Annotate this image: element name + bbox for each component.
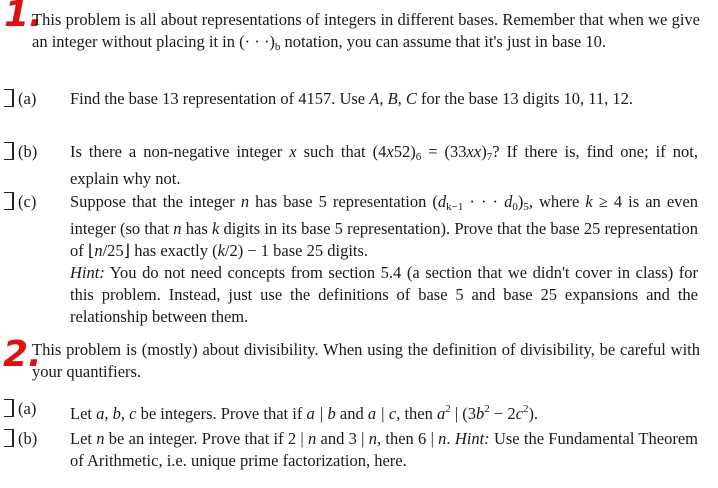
part-body: Let a, b, c be integers. Prove that if a | b and a | c, then $a^2$ | $(3b^2 - 2c^2)$. (70, 403, 539, 423)
problem-2-part-a (4, 398, 698, 425)
hint-label: Hint: (454, 429, 490, 448)
problem-1-part-c (4, 191, 698, 328)
problem-1-part-b (4, 141, 698, 190)
part-marker (4, 142, 14, 160)
part-label: (b) (18, 429, 38, 448)
hint-label: Hint: (70, 263, 105, 282)
problem-1-number: 1. (4, 0, 43, 35)
part-marker (4, 429, 14, 447)
problem-1-part-a (4, 88, 698, 110)
problem-2-intro: This problem is (mostly) about divisibility. When using the definition of divisibility, be careful with your quantifiers. (32, 340, 700, 381)
part-label: (a) (18, 399, 37, 418)
part-marker (4, 89, 14, 107)
part-label: (a) (18, 89, 37, 108)
problem-2-part-b (4, 428, 698, 472)
part-body: Let n be an integer. Prove that if 2 | n and 3 | n, then 6 | n. Hint: Use the Fundamental Theorem of Arithmetic, i.e. unique prime factorization, here. (70, 429, 698, 470)
part-body: Find the base 13 representation of 4157. Use A, B, C for the base 13 digits 10, 11, 12. (70, 89, 634, 108)
problem-1-intro: This problem is all about representations of integers in different bases. Remember that when we give an integer without placing it in (· · $\cdot)_b$ notation, you can assume that it's just in base 10. (32, 10, 700, 53)
problem-2-number: 2. (3, 334, 42, 375)
part-body: Suppose that the integer n has base 5 representation ($d_{k-1}$ · · · $d_0)_5$, where k ≥ 4 is an even integer (so that n has k digits in its base 5 representation). Prove that the base 25 representation of ⌊n/25⌋ has exactly (k/2) − 1 base 25 digits. Hint: You do not need concepts from section 5.4 (a section that we didn't cover in class) for this problem. Instead, just use the definitions of base 5 and base 25 expansions and the relationship between them. (70, 192, 699, 326)
part-marker (4, 399, 14, 417)
part-marker (4, 192, 14, 210)
part-body: Is there a non-negative integer x such that $(4x52)_6 = (33xx)_7$? If there is, find one; if not, explain why not. (70, 142, 698, 188)
part-label: (c) (18, 192, 37, 211)
part-label: (b) (18, 142, 38, 161)
